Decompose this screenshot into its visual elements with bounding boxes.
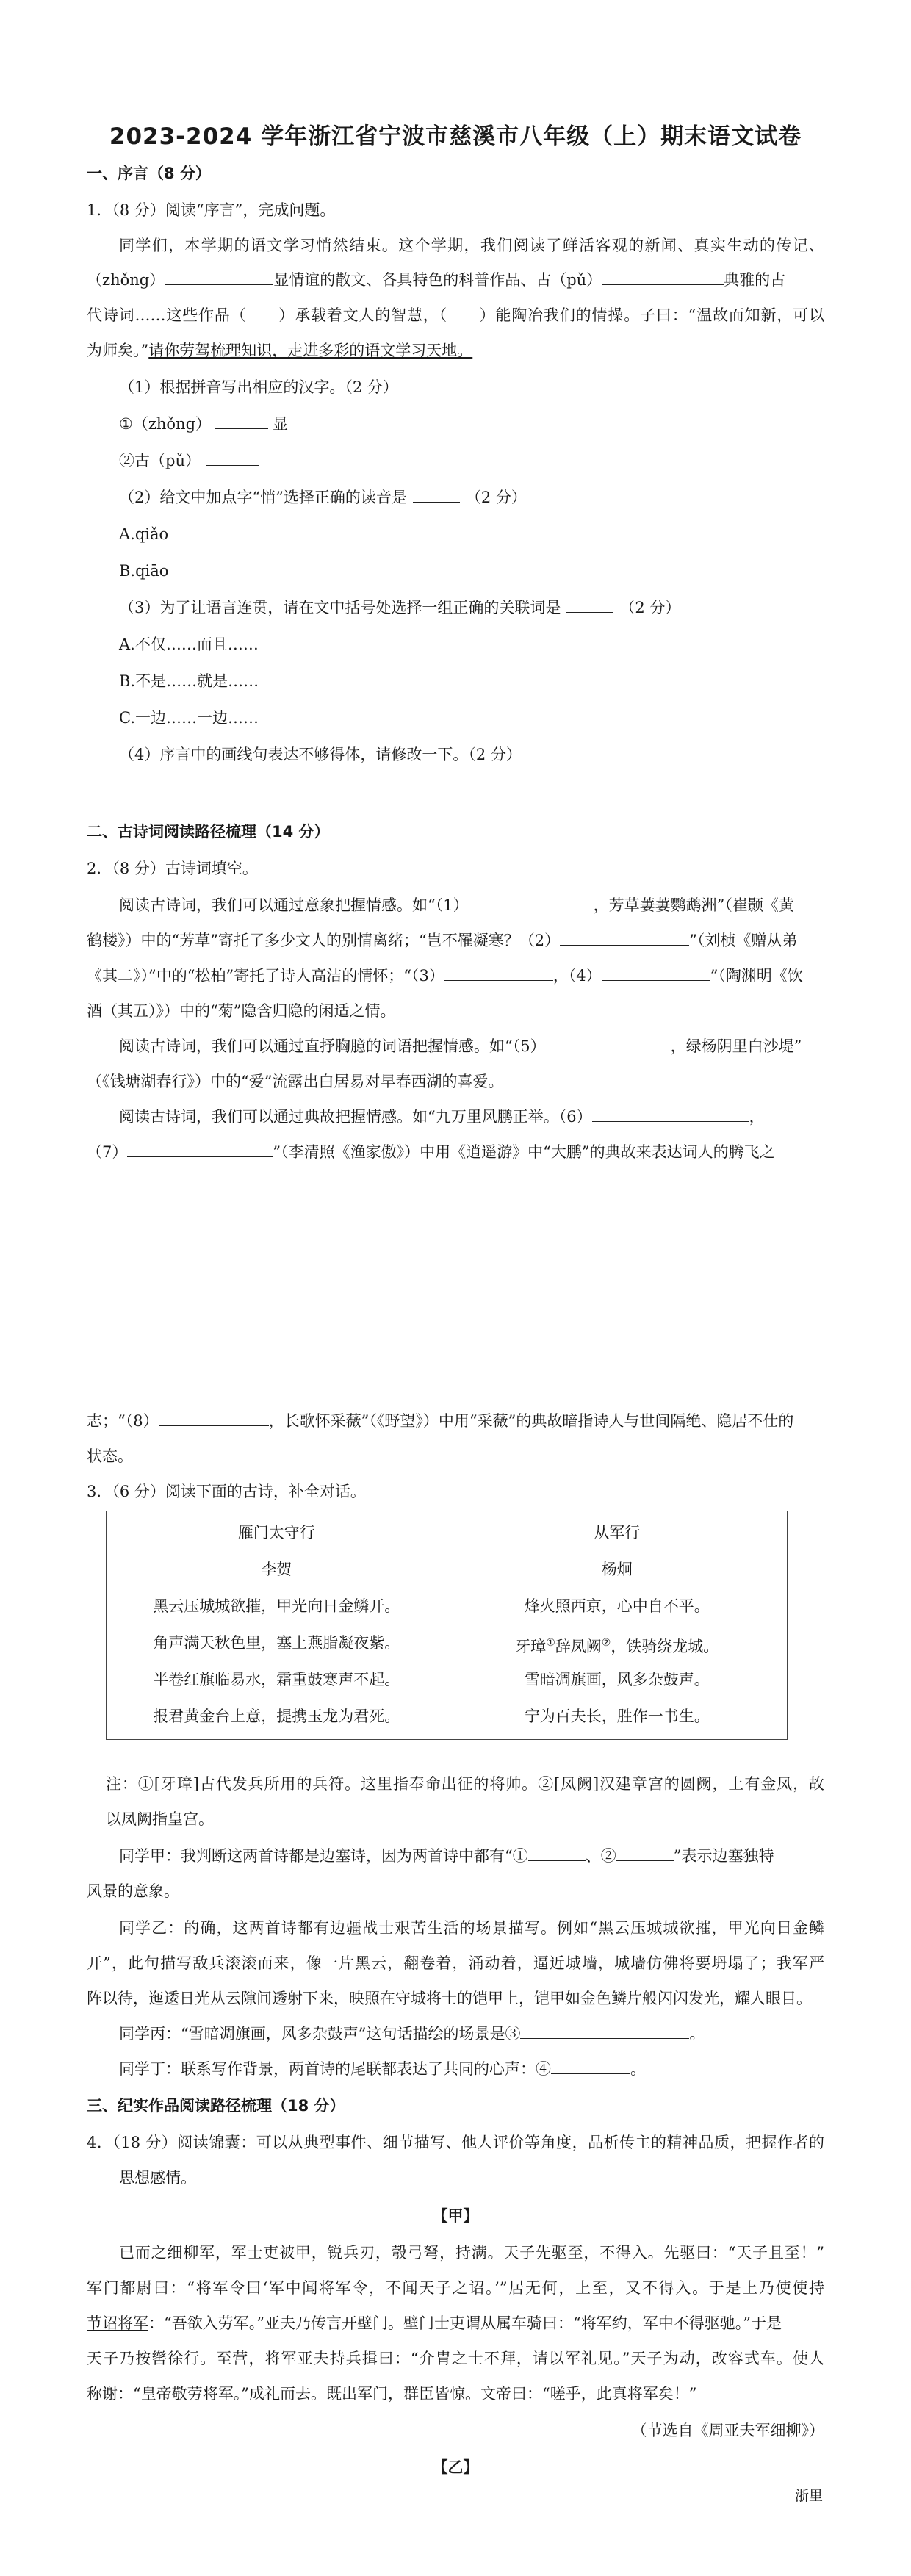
blank-zhong[interactable] [165,271,273,285]
poetry-para-1-line-1: 阅读古诗词，我们可以通过意象把握情感。如“（1） ，芳草萋萋鹦鹉洲”（崔颢《黄 [119,896,794,914]
sub-question-1-3: （3）为了让语言连贯，请在文中括号处选择一组正确的关联词是 （2 分） [119,599,681,616]
blank-poem-5[interactable] [546,1037,671,1051]
blank-poem-6[interactable] [592,1108,749,1122]
poem-right [447,1511,788,1740]
answer-line-pu: ②古（pǔ） [87,450,857,472]
footnote-marker-1: ① [546,1637,555,1649]
question-4-stem-line-2: 思想感情。 [119,2169,196,2187]
passage-jia-line-3: 节诏将军：“吾欲入劳军。”亚夫乃传言开壁门。壁门士吏谓从属车骑曰：“将军约，军中不得驱驰。”于是 [87,2314,782,2332]
dialog-yi-line-1: 同学乙：的确，这两首诗都有边疆战士艰苦生活的场景描写。例如“黑云压城城欲摧，甲光向日金鳞 [119,1919,824,1937]
blank-dialog-4[interactable] [551,2060,630,2074]
dialog-ding: 同学丁：联系写作背景，两首诗的尾联都表达了共同的心声：④ 。 [119,2060,646,2078]
blank-poem-4[interactable] [602,967,710,981]
poetry-para-4-line-1: 志；“（8） ，长歌怀采薇”（《野望》）中用“采薇”的典故暗指诗人与世间隔绝、隐居不仕的 [87,1412,794,1430]
question-1-stem: 1．（8 分）阅读“序言”，完成问题。 [87,201,336,219]
poem-left [107,1511,447,1740]
blank-poem-8[interactable] [159,1412,269,1426]
poetry-para-1-line-2: 鹤楼》）中的“芳草”寄托了多少文人的别情离绪；“岂不罹凝寒？（2） ”（刘桢《赠从弟 [87,932,798,949]
poem-left-line: 黑云压城城欲摧，甲光向日金鳞开。 [153,1597,400,1615]
poetry-para-2-line-1: 阅读古诗词，我们可以通过直抒胸臆的词语把握情感。如“（5） ，绿杨阴里白沙堤” [119,1037,802,1055]
question-4-stem-line-1: 4．（18 分）阅读锦囊：可以从典型事件、细节描写、他人评价等角度，品析传主的精神品质，把握作者的 [87,2134,824,2151]
answer-blank-zhong[interactable] [215,415,268,429]
exam-title: 2023-2024 学年浙江省宁波市慈溪市八年级（上）期末语文试卷 [109,123,802,150]
poem-left-line: 报君黄金台上意，提携玉龙为君死。 [153,1708,400,1725]
blank-dialog-3[interactable] [520,2025,689,2039]
poem-left-line: 半卷红旗临易水，霜重鼓寒声不起。 [153,1671,400,1688]
preface-line-2: （zhǒng） 显情谊的散文、各具特色的科普作品、古（pǔ） 典雅的古 [87,271,786,289]
poem-right-line: 宁为百夫长，胜作一书生。 [524,1708,710,1725]
poetry-para-4-line-2: 状态。 [87,1447,133,1465]
poem-note-line-1: 注：①[牙璋]古代发兵所用的兵符。这里指奉命出征的将帅。②[凤阙]汉建章宫的圆阙，上有金凤，故 [106,1775,824,1793]
poem-left-author: 李贺 [261,1561,292,1578]
poetry-para-3-line-2: （7） ”（李清照《渔家傲》）中用《逍遥游》中“大鹏”的典故来表达词人的腾飞之 [87,1143,775,1161]
passage-jia-heading: 【甲】 [432,2207,479,2225]
poem-left-line: 角声满天秋色里，塞上燕脂凝夜紫。 [153,1634,400,1652]
answer-line-zhong: ①（zhǒng） 显 [119,415,289,433]
option-b-qiao1[interactable]: B.qiāo [119,562,169,580]
poem-right-line: 雪暗凋旗画，风多杂鼓声。 [524,1671,710,1688]
blank-poem-1[interactable] [469,896,594,910]
passage-jia-line-2: 军门都尉曰：“将军令曰‘军中闻将军令，不闻天子之诏。’”居无何，上至，又不得入。于是上乃使使持 [87,2279,824,2297]
question-3-stem: 3．（6 分）阅读下面的古诗，补全对话。 [87,1483,366,1500]
blank-dialog-1[interactable] [528,1847,586,1861]
preface-line-4: 为师矣。”请你劳驾梳理知识，走进多彩的语文学习天地。 [87,342,473,359]
poem-note-line-2: 以凤阙指皇宫。 [106,1810,214,1828]
option-3c[interactable]: C.一边……一边…… [119,709,259,727]
sub-question-1-2: （2）给文中加点字“悄”选择正确的读音是 （2 分） [119,489,527,506]
poem-right-title: 从军行 [594,1524,641,1541]
preface-line-3: 代诗词……这些作品（ ）承载着文人的智慧，（ ）能陶冶我们的情操。子曰：“温故而知新，可以 [87,306,824,324]
poetry-para-1-line-3: 《其二》）”中的“松柏”寄托了诗人高洁的情怀；“（3） ，（4） ”（陶渊明《饮 [87,967,803,985]
poem-left-title: 雁门太守行 [237,1524,315,1541]
blank-dialog-2[interactable] [616,1847,674,1861]
poem-right-line: 烽火照西京，心中自不平。 [524,1597,710,1615]
dialog-bing: 同学丙：“雪暗凋旗画，风多杂鼓声”这句话描绘的场景是③ 。 [119,2025,705,2043]
option-3a[interactable]: A.不仅……而且…… [119,636,259,653]
passage-jia-line-1: 已而之细柳军，军士吏被甲，锐兵刃，彀弓弩，持满。天子先驱至，不得入。先驱曰：“天子且至！” [119,2244,824,2262]
passage-yi-heading: 【乙】 [432,2458,479,2476]
section-2-heading: 二、古诗词阅读路径梳理（14 分） [87,823,330,841]
sub-question-1-4: （4）序言中的画线句表达不够得体，请修改一下。（2 分） [119,746,522,763]
answer-blank-pu[interactable] [206,452,259,466]
answer-blank-1-3[interactable] [566,599,613,613]
blank-poem-2[interactable] [560,932,689,946]
question-2-stem: 2．（8 分）古诗词填空。 [87,860,258,877]
preface-line-1: 同学们，本学期的语文学习悄然结束。这个学期，我们阅读了鲜活客观的新闻、真实生动的传记、 [119,237,824,254]
dialog-jia-line-2: 风景的意象。 [87,1882,179,1900]
option-3b[interactable]: B.不是……就是…… [119,672,259,690]
poem-comparison-table [106,1511,788,1740]
underlined-phrase: 节诏将军 [87,2314,148,2332]
poem-right-line: 牙璋①辞凤阙②，铁骑绕龙城。 [515,1637,719,1655]
answer-line-1-4 [87,781,857,802]
option-a-qiao3[interactable]: A.qiǎo [119,525,169,543]
passage-jia-line-5: 称谢：“皇帝敬劳将军。”成礼而去。既出军门，群臣皆惊。文帝曰：“嗟乎，此真将军矣！” [87,2385,697,2403]
dialog-yi-line-3: 阵以待，迤逶日光从云隙间透射下来，映照在守城将士的铠甲上，铠甲如金色鳞片般闪闪发光，耀人眼目。 [87,1990,812,2007]
dialog-jia-line-1: 同学甲：我判断这两首诗都是边塞诗，因为两首诗中都有“① 、② ”表示边塞独特 [119,1847,774,1865]
blank-pu[interactable] [602,271,724,285]
poetry-para-2-line-2: （《钱塘湖春行》）中的“爱”流露出白居易对早春西湖的喜爱。 [87,1073,504,1090]
section-1-heading: 一、序言（8 分） [87,165,211,182]
answer-blank-1-2[interactable] [413,489,460,503]
passage-source: （节选自《周亚夫军细柳》） [631,2422,824,2439]
dialog-yi-line-2: 开”，此句描写敌兵滚滚而来，像一片黑云，翻卷着，涌动着，逼近城墙，城墙仿佛将要坍塌了；我军严 [87,1954,824,1972]
sub-question-1-1: （1）根据拼音写出相应的汉字。（2 分） [119,378,398,396]
section-3-heading: 三、纪实作品阅读路径梳理（18 分） [87,2097,345,2115]
poem-right-author: 杨炯 [601,1561,633,1578]
watermark-text: 浙里 [795,2488,824,2504]
poetry-para-1-line-4: 酒（其五）》）中的“菊”隐含归隐的闲适之情。 [87,1002,396,1020]
blank-poem-7[interactable] [127,1143,273,1157]
underlined-sentence: 请你劳驾梳理知识，走进多彩的语文学习天地。 [148,342,473,359]
blank-poem-3[interactable] [444,967,553,981]
passage-jia-line-4: 天子乃按辔徐行。至营，将军亚夫持兵揖曰：“介胄之士不拜，请以军礼见。”天子为动，改容式车。使人 [87,2350,824,2367]
footnote-marker-2: ② [601,1637,611,1649]
answer-blank-1-4[interactable] [119,782,238,796]
poetry-para-3-line-1: 阅读古诗词，我们可以通过典故把握情感。如“九万里风鹏正举。（6） ， [119,1108,765,1126]
